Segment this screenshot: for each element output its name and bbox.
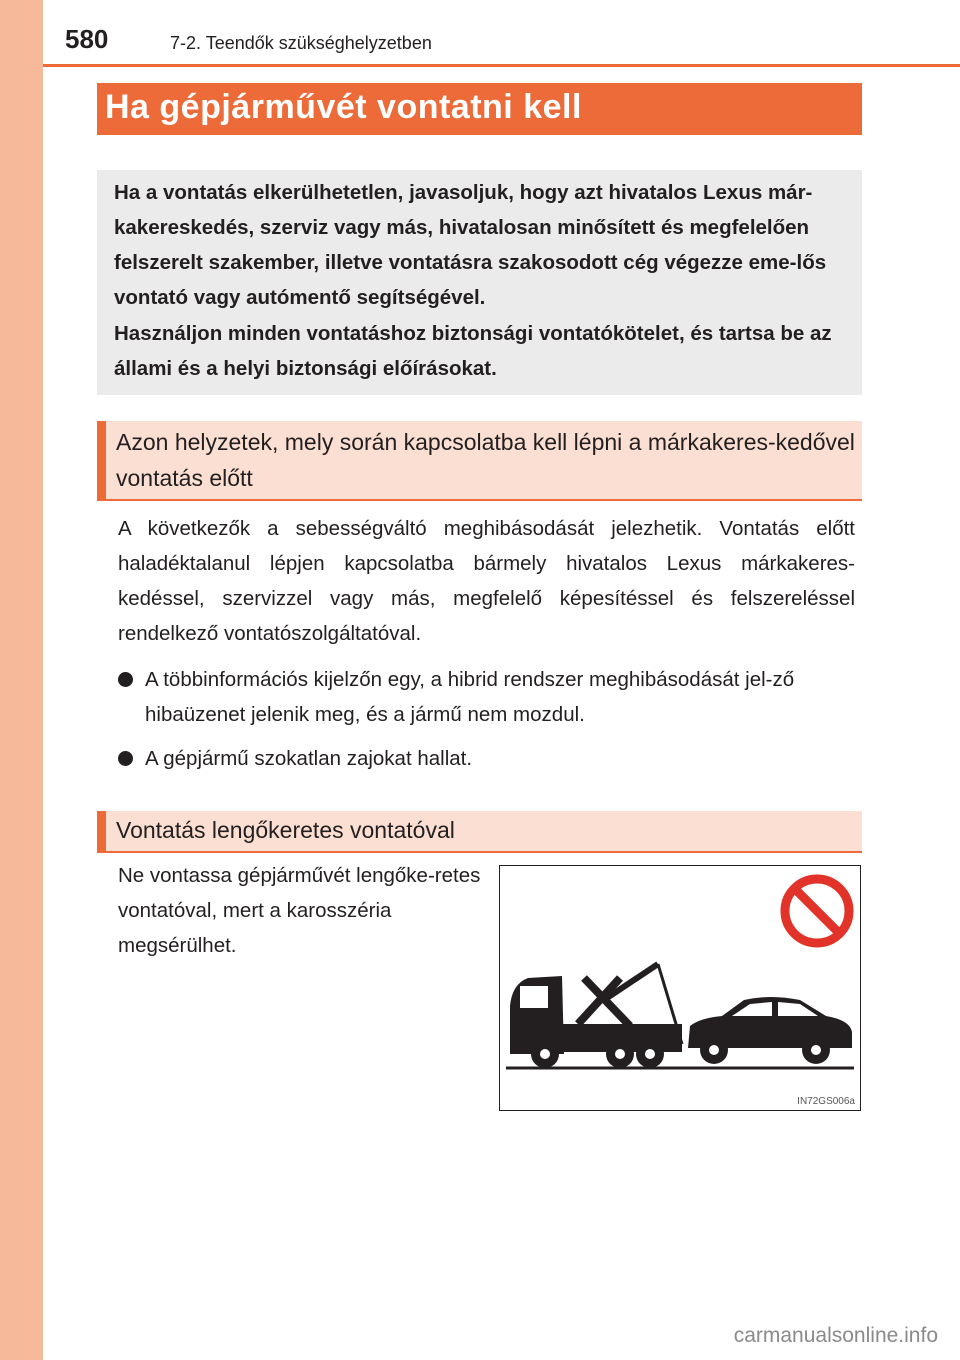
chapter-title: 7-2. Teendők szükséghelyzetben bbox=[170, 33, 432, 53]
page-number: 580 bbox=[65, 24, 109, 54]
bullet-item bbox=[118, 741, 855, 776]
header-divider bbox=[43, 64, 960, 67]
sling-tow-paragraph: Ne vontassa gépjárművét lengőke-retes vontatóval, mert a karosszéria megsérülhet. bbox=[118, 864, 481, 957]
figure-code: IN72GS006a bbox=[797, 1096, 855, 1107]
subheading-contact-dealer-text: Azon helyzetek, mely során kapcsolatba kell lépni a márkakeres-kedővel vontatás előtt bbox=[116, 429, 855, 491]
section-title-bar bbox=[97, 83, 862, 135]
subheading-sling-tow-text: Vontatás lengőkeretes vontatóval bbox=[116, 817, 455, 843]
prohibition-icon bbox=[785, 879, 849, 943]
bullet-dot-icon bbox=[118, 672, 133, 687]
intro-paragraph-1: Ha a vontatás elkerülhetetlen, javasoljuk, hogy azt hivatalos Lexus már-kakereskedés, szerviz vagy más, hivatalosan minősített és megfelelően felszerelt szakember, illetve vontatásra szakosodott cég végezze eme-lős vontató vagy autómentő segítségével. bbox=[114, 181, 827, 309]
intro-paragraph-2: Használjon minden vontatáshoz biztonsági vontatókötelet, és tartsa be az állami és a helyi biztonsági előírásokat. bbox=[114, 322, 832, 380]
bullet-item bbox=[118, 662, 855, 732]
subheading-contact-dealer bbox=[97, 421, 862, 501]
sling-tow-illustration bbox=[499, 865, 861, 1111]
section-title: Ha gépjárművét vontatni kell bbox=[105, 88, 582, 126]
bullet-text: A gépjármű szokatlan zajokat hallat. bbox=[145, 747, 473, 770]
watermark: carmanualsonline.info bbox=[733, 1324, 938, 1347]
side-strip bbox=[0, 0, 43, 1360]
tow-truck-drawing bbox=[500, 866, 860, 1110]
contact-dealer-paragraph: A következők a sebességváltó meghibásodását jelezhetik. Vontatás előtt haladéktalanul lépjen kapcsolatba bármely hivatalos Lexus márkakeres-kedéssel, szervizzel vagy más, megfelelő képesítéssel és felszereléssel rendelkező vontatószolgáltatóval. bbox=[118, 517, 855, 645]
subheading-sling-tow bbox=[97, 811, 862, 853]
bullet-dot-icon bbox=[118, 751, 133, 766]
bullet-text: A többinformációs kijelzőn egy, a hibrid rendszer meghibásodását jel-ző hibaüzenet jelenik meg, és a jármű nem mozdul. bbox=[145, 668, 795, 726]
car-icon bbox=[688, 997, 852, 1064]
tow-truck-icon bbox=[510, 964, 682, 1068]
intro-box bbox=[97, 170, 862, 395]
page-header bbox=[43, 0, 960, 66]
